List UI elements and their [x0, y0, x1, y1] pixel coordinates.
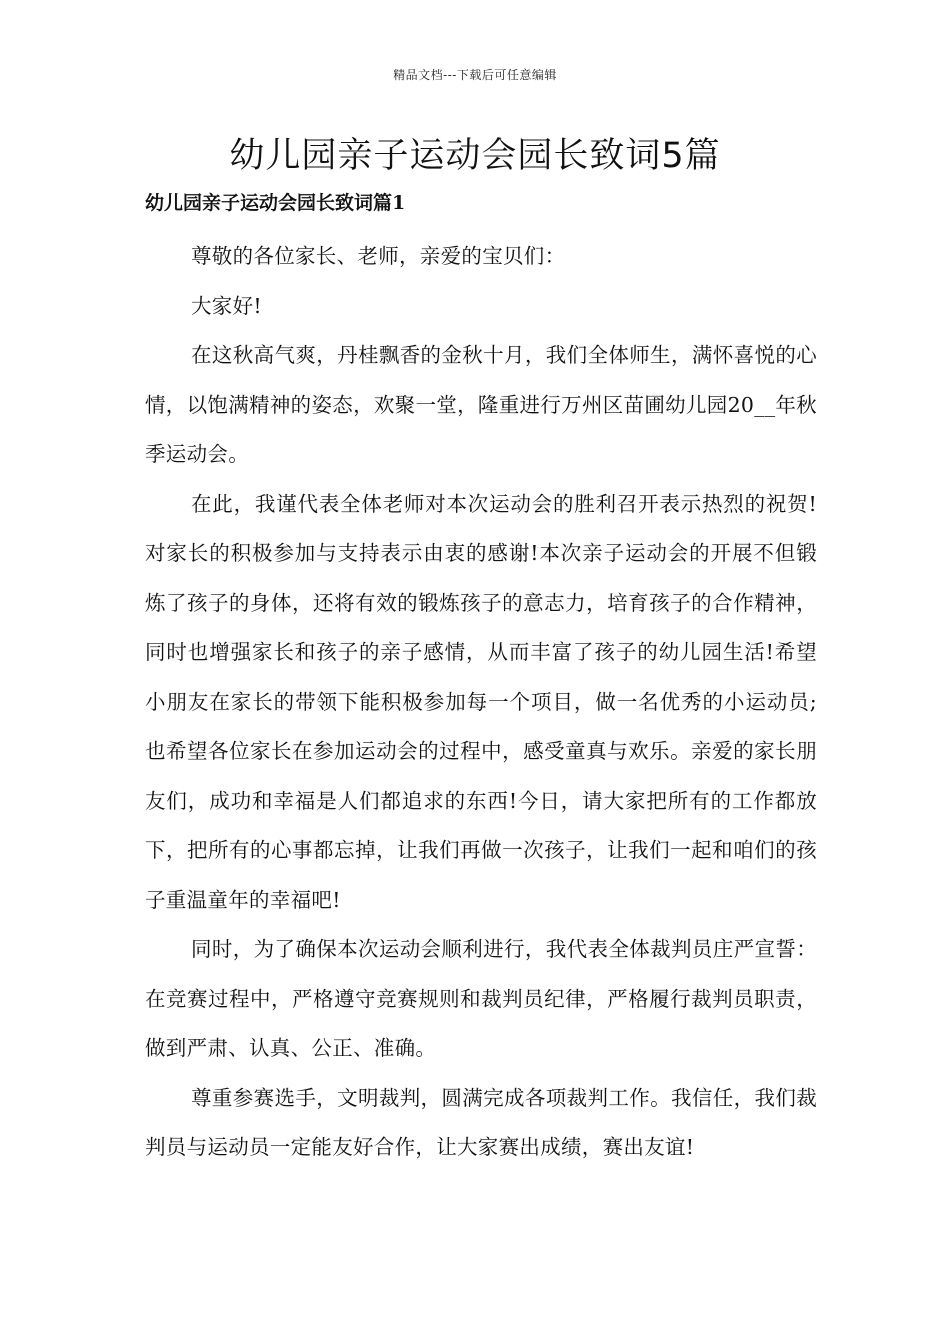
- document-body: [145, 232, 817, 1173]
- paragraph-referee-oath: 同时，为了确保本次运动会顺利进行，我代表全体裁判员庄严宣誓：在竞赛过程中，严格遵守竞赛规则和裁判员纪律，严格履行裁判员职责，做到严肃、认真、公正、准确。: [145, 937, 817, 1060]
- paragraph-hello: 大家好!: [191, 293, 262, 318]
- paragraph-congratulations: 在此，我谨代表全体老师对本次运动会的胜利召开表示热烈的祝贺!对家长的积极参加与支持表示由衷的感谢!本次亲子运动会的开展不但锻炼了孩子的身体，还将有效的锻炼孩子的意志力，培育孩子的合作精神，同时也增强家长和孩子的亲子感情，从而丰富了孩子的幼儿园生活!希望小朋友在家长的带领下能积极参加每一个项目，做一名优秀的小运动员;也希望各位家长在参加运动会的过程中，感受童真与欢乐。亲爱的家长朋友们，成功和幸福是人们都追求的东西!今日，请大家把所有的工作都放下，把所有的心事都忘掉，让我们再做一次孩子，让我们一起和咱们的孩子重温童年的幸福吧!: [145, 491, 817, 912]
- header-note: 精品文档---下载后可任意编辑: [393, 68, 557, 82]
- section-heading: 幼儿园亲子运动会园长致词篇1: [145, 192, 406, 214]
- paragraph-greeting: 尊敬的各位家长、老师，亲爱的宝贝们：: [191, 244, 566, 268]
- paragraph-opening: 在这秋高气爽，丹桂飘香的金秋十月，我们全体师生，满怀喜悦的心情，以饱满精神的姿态，欢聚一堂，隆重进行万州区苗圃幼儿园20__年秋季运动会。: [145, 343, 817, 466]
- document-title: 幼儿园亲子运动会园长致词5篇: [229, 136, 721, 176]
- paragraph-closing: 尊重参赛选手，文明裁判，圆满完成各项裁判工作。我信任，我们裁判员与运动员一定能友好合作，让大家赛出成绩，赛出友谊!: [145, 1085, 817, 1159]
